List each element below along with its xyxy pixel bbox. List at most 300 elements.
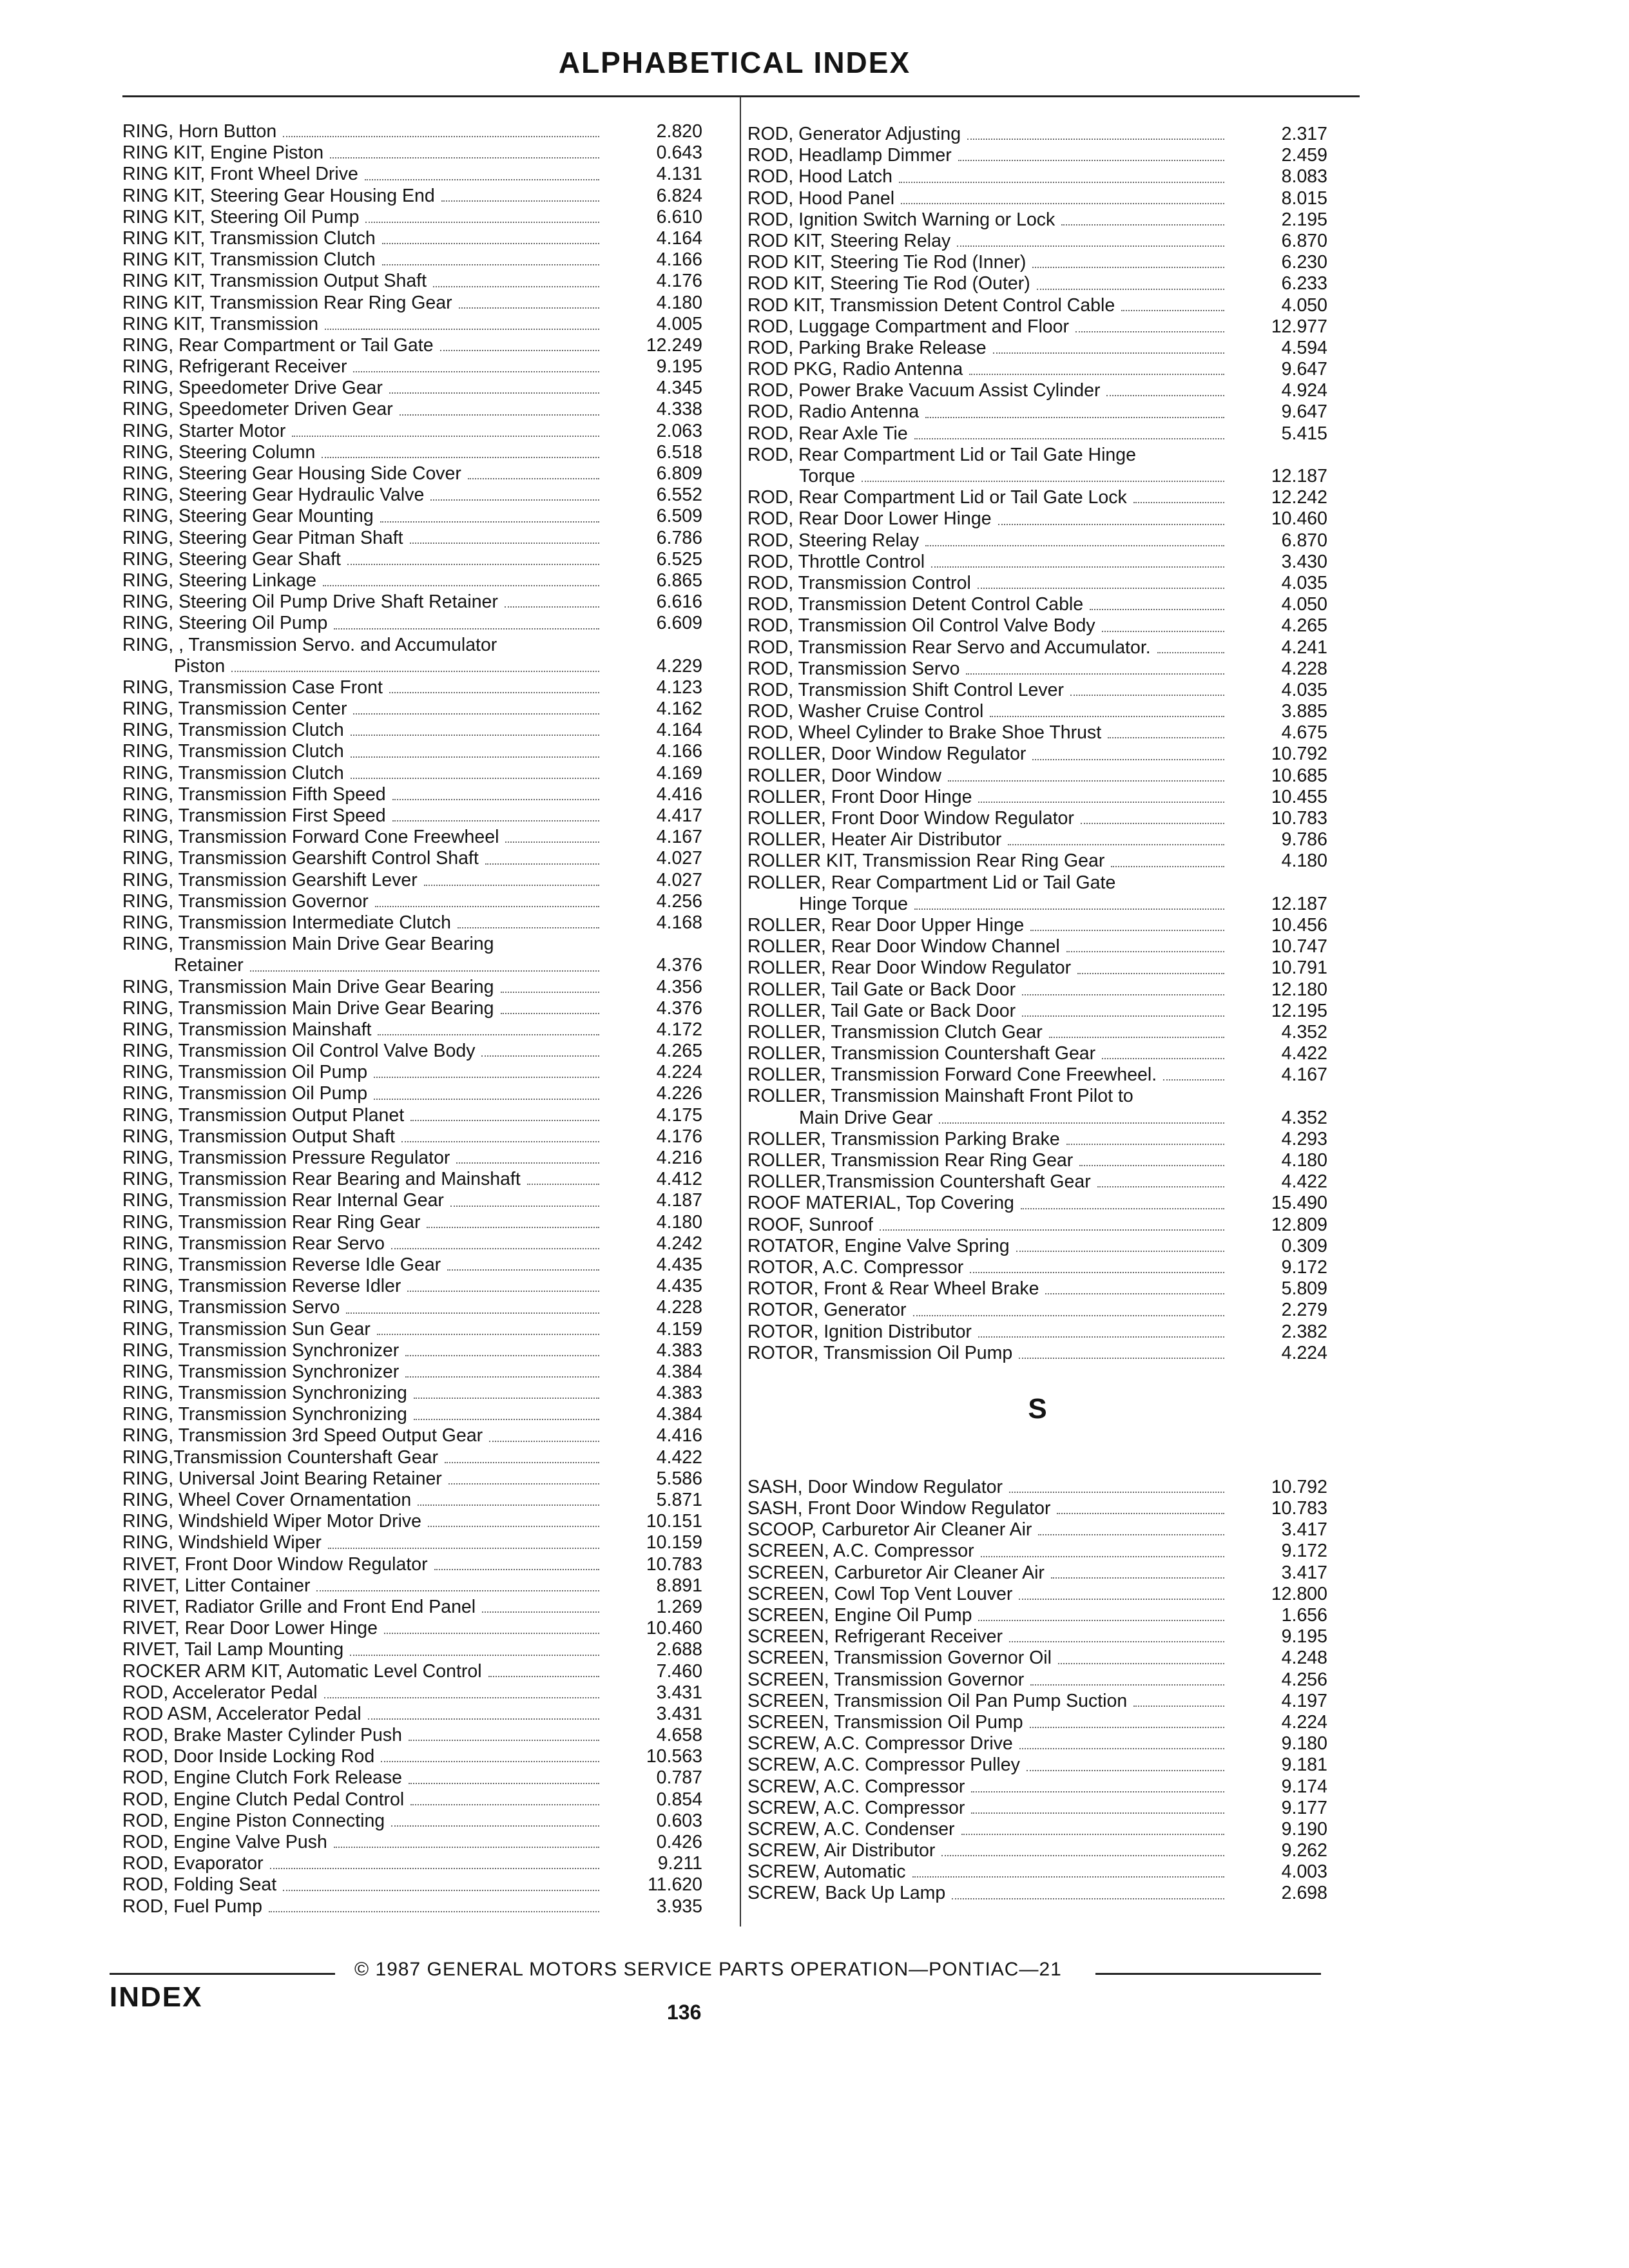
entry-page-ref: 4.167 <box>1281 1064 1327 1086</box>
index-entry <box>122 998 702 1019</box>
index-entry <box>122 335 702 356</box>
entry-page-ref: 4.352 <box>1281 1021 1327 1043</box>
entry-name: RING, Transmission Intermediate Clutch <box>122 912 455 934</box>
index-entry <box>747 1819 1327 1840</box>
entry-page-ref: 8.015 <box>1281 187 1327 209</box>
index-entry <box>747 808 1327 829</box>
entry-page-ref: 2.459 <box>1281 145 1327 166</box>
entry-name: RING KIT, Transmission <box>122 314 322 335</box>
entry-page-ref: 6.552 <box>656 485 702 506</box>
entry-name: ROD, Throttle Control <box>747 552 929 573</box>
entry-page-ref: 4.005 <box>656 313 702 334</box>
leader-dots <box>351 735 599 736</box>
leader-dots <box>430 499 599 501</box>
entry-name: ROD, Power Brake Vacuum Assist Cylinder <box>747 380 1104 401</box>
entry-name: RING, Transmission Gearshift Control Shaft <box>122 848 483 869</box>
leader-dots <box>1081 823 1224 824</box>
index-entry <box>747 466 1327 487</box>
entry-name: RING KIT, Transmission Output Shaft <box>122 271 430 292</box>
entry-name: RIVET, Rear Door Lower Hinge <box>122 1618 381 1639</box>
entry-name: ROTOR, Generator <box>747 1300 911 1321</box>
leader-dots <box>334 1847 599 1848</box>
entry-page-ref: 4.035 <box>1281 679 1327 700</box>
leader-dots <box>1022 1015 1224 1017</box>
leader-dots <box>931 566 1224 568</box>
entry-page-ref: 4.352 <box>1281 1107 1327 1128</box>
entry-name: RING, Transmission Clutch <box>122 720 348 741</box>
entry-name: RING, Transmission Oil Control Valve Body <box>122 1041 479 1062</box>
entry-page-ref: 9.195 <box>656 356 702 378</box>
leader-dots <box>374 1077 599 1078</box>
leader-dots <box>441 200 599 202</box>
entry-page-ref: 5.586 <box>656 1468 702 1489</box>
leader-dots <box>1106 395 1224 396</box>
entry-name: RING KIT, Engine Piston <box>122 142 327 164</box>
entry-name: RING, Transmission Synchronizer <box>122 1340 403 1361</box>
index-entry <box>122 1276 702 1297</box>
entry-page-ref: 10.159 <box>646 1532 702 1553</box>
leader-dots <box>1111 866 1224 867</box>
leader-dots <box>880 1229 1224 1231</box>
entry-page-ref: 4.293 <box>1281 1128 1327 1149</box>
leader-dots <box>323 585 599 586</box>
entry-page-ref: 2.063 <box>656 420 702 441</box>
index-entry <box>122 1618 702 1639</box>
leader-dots <box>488 1676 599 1677</box>
entry-name: ROD, Evaporator <box>122 1853 267 1874</box>
entry-name: ROTOR, Transmission Oil Pump <box>747 1343 1016 1364</box>
s-entries <box>747 1477 1327 1905</box>
index-entry <box>122 1297 702 1318</box>
entry-page-ref: 4.416 <box>656 783 702 805</box>
entry-name: RING, Transmission Forward Cone Freewheel <box>122 827 503 848</box>
leader-dots <box>377 1334 599 1335</box>
index-entry <box>747 680 1327 701</box>
leader-dots <box>970 1272 1224 1273</box>
entry-page-ref: 10.456 <box>1271 914 1327 936</box>
leader-dots <box>380 521 599 523</box>
index-entry <box>122 698 702 720</box>
entry-name: ROOF MATERIAL, Top Covering <box>747 1193 1018 1214</box>
entry-name: ROD, Washer Cruise Control <box>747 701 987 722</box>
index-entry <box>122 293 702 314</box>
leader-dots <box>1058 1663 1224 1664</box>
entry-name: SCREW, A.C. Compressor <box>747 1776 969 1798</box>
entry-page-ref: 9.262 <box>1281 1840 1327 1861</box>
index-entry <box>747 1129 1327 1150</box>
index-entry <box>122 1896 702 1917</box>
entry-name: ROTOR, A.C. Compressor <box>747 1257 967 1278</box>
leader-dots <box>410 1120 599 1121</box>
entry-name: RING, Wheel Cover Ornamentation <box>122 1490 415 1511</box>
leader-dots <box>482 1611 599 1613</box>
entry-name: RING, Transmission Output Planet <box>122 1105 408 1126</box>
entry-name: RING, Speedometer Drive Gear <box>122 378 387 399</box>
index-entry <box>747 295 1327 316</box>
entry-page-ref: 10.783 <box>1271 808 1327 829</box>
index-entry <box>122 1062 702 1083</box>
leader-dots <box>231 671 599 672</box>
entry-name: RING, Transmission Rear Bearing and Mainshaft <box>122 1169 525 1190</box>
entry-page-ref: 9.174 <box>1281 1776 1327 1797</box>
index-entry <box>122 1319 702 1340</box>
index-entry <box>122 1425 702 1446</box>
leader-dots <box>1019 1748 1224 1749</box>
leader-dots <box>414 1419 599 1420</box>
entry-page-ref: 12.195 <box>1271 1000 1327 1021</box>
entry-name: ROD, Headlamp Dimmer <box>747 145 956 166</box>
leader-dots <box>353 371 599 372</box>
entry-name: RING, Transmission Mainshaft <box>122 1019 375 1041</box>
entry-name: ROD, Engine Piston Connecting <box>122 1811 389 1832</box>
entry-page-ref: 4.197 <box>1281 1690 1327 1711</box>
index-entry <box>122 186 702 207</box>
leader-dots <box>971 1791 1224 1792</box>
entry-name: SCREW, A.C. Compressor Pulley <box>747 1754 1024 1776</box>
leader-dots <box>365 179 599 180</box>
index-entry <box>122 378 702 399</box>
entry-page-ref: 4.224 <box>1281 1711 1327 1733</box>
index-entry <box>122 613 702 634</box>
section-letter-s: S <box>1028 1392 1047 1425</box>
leader-dots <box>445 1462 599 1463</box>
entry-name: RING, Windshield Wiper Motor Drive <box>122 1511 425 1532</box>
index-entry <box>122 228 702 249</box>
index-entry <box>122 1597 702 1618</box>
entry-page-ref: 4.594 <box>1281 337 1327 358</box>
entry-page-ref: 4.248 <box>1281 1648 1327 1669</box>
entry-page-ref: 4.050 <box>1281 594 1327 615</box>
entry-page-ref: 3.935 <box>656 1896 702 1917</box>
index-entry <box>747 894 1327 915</box>
entry-page-ref: 3.431 <box>656 1682 702 1703</box>
entry-page-ref: 10.563 <box>646 1746 702 1767</box>
entry-page-ref: 4.383 <box>656 1340 702 1361</box>
entry-page-ref: 6.616 <box>656 591 702 613</box>
index-entry <box>122 1682 702 1704</box>
entry-page-ref: 4.356 <box>656 976 702 997</box>
leader-dots <box>1057 1513 1224 1514</box>
entry-page-ref: 5.871 <box>656 1490 702 1510</box>
entry-page-ref: 5.809 <box>1281 1278 1327 1300</box>
entry-page-ref: 2.317 <box>1281 124 1327 144</box>
entry-name: RING,Transmission Countershaft Gear <box>122 1447 442 1468</box>
entry-name: ROD, Transmission Detent Control Cable <box>747 594 1087 615</box>
leader-dots <box>1066 1144 1224 1145</box>
entry-name: ROTOR, Front & Rear Wheel Brake <box>747 1278 1043 1300</box>
leader-dots <box>414 1398 599 1399</box>
entry-name: SASH, Door Window Regulator <box>747 1477 1007 1498</box>
entry-page-ref: 1.656 <box>1281 1605 1327 1626</box>
leader-dots <box>1051 1577 1224 1579</box>
index-entry <box>747 744 1327 765</box>
index-entry <box>122 1254 702 1276</box>
entry-name: RING, Refrigerant Receiver <box>122 356 351 378</box>
entry-page-ref: 9.181 <box>1281 1754 1327 1776</box>
entry-page-ref: 6.809 <box>656 463 702 484</box>
index-entry <box>747 1712 1327 1733</box>
entry-continuation: Hinge Torque <box>799 894 912 915</box>
index-entry <box>122 1148 702 1169</box>
entry-page-ref: 4.167 <box>656 827 702 848</box>
entry-name: ROLLER, Tail Gate or Back Door <box>747 1001 1019 1022</box>
entry-name: RING, Transmission Reverse Idle Gear <box>122 1254 445 1276</box>
entry-page-ref: 4.168 <box>656 912 702 933</box>
entry-name: RING, Transmission Main Drive Gear Bearing <box>122 998 498 1019</box>
entry-name: ROD, Door Inside Locking Rod <box>122 1746 378 1767</box>
index-entry <box>122 121 702 142</box>
index-entry <box>747 1043 1327 1064</box>
entry-name: RIVET, Front Door Window Regulator <box>122 1554 432 1575</box>
entry-name: RING, Steering Gear Shaft <box>122 549 345 570</box>
index-entry <box>747 316 1327 338</box>
entry-page-ref: 6.870 <box>1281 230 1327 251</box>
entry-page-ref: 4.050 <box>1281 294 1327 316</box>
entry-name: SCREEN, Cowl Top Vent Louver <box>747 1584 1016 1605</box>
entry-page-ref: 4.256 <box>1281 1669 1327 1690</box>
index-entry <box>122 763 702 784</box>
entry-page-ref: 3.431 <box>656 1703 702 1724</box>
entry-page-ref: 2.279 <box>1281 1300 1327 1321</box>
entry-name: RING KIT, Steering Gear Housing End <box>122 186 439 207</box>
entry-name: ROD, Radio Antenna <box>747 401 923 423</box>
entry-name: ROLLER, Rear Compartment Lid or Tail Gate <box>747 872 1119 894</box>
index-entry <box>747 380 1327 401</box>
entry-name: SCREW, A.C. Condenser <box>747 1819 959 1840</box>
entry-page-ref: 0.426 <box>656 1832 702 1852</box>
leader-dots <box>1102 1058 1224 1059</box>
leader-dots <box>912 1876 1224 1878</box>
entry-continuation: Torque <box>799 466 859 487</box>
entry-page-ref: 4.435 <box>656 1276 702 1297</box>
leader-dots <box>458 927 599 928</box>
entry-name: RING, Transmission Clutch <box>122 763 348 784</box>
entry-name: RING, Transmission 3rd Speed Output Gear <box>122 1425 487 1446</box>
entry-page-ref: 4.176 <box>656 1126 702 1147</box>
leader-dots <box>448 1483 599 1485</box>
entry-page-ref: 3.885 <box>1281 701 1327 722</box>
entry-name: ROD, Accelerator Pedal <box>122 1682 322 1704</box>
index-entry <box>747 957 1327 979</box>
entry-page-ref: 10.455 <box>1271 786 1327 807</box>
entry-page-ref: 10.460 <box>1271 508 1327 530</box>
entry-name: ROD, Rear Compartment Lid or Tail Gate Lock <box>747 487 1131 508</box>
entry-page-ref: 2.195 <box>1281 209 1327 230</box>
footer-rule-left <box>110 1973 335 1975</box>
index-entry <box>122 741 702 762</box>
entry-name: RING, Starter Motor <box>122 421 289 442</box>
index-entry <box>122 1575 702 1597</box>
index-entry <box>122 1019 702 1041</box>
index-entry <box>122 1704 702 1725</box>
entry-name: RING, Universal Joint Bearing Retainer <box>122 1468 446 1490</box>
entry-name: RING, Transmission First Speed <box>122 805 390 827</box>
leader-dots <box>391 1248 599 1249</box>
entry-name: ROLLER, Transmission Countershaft Gear <box>747 1043 1099 1064</box>
right-column <box>747 124 1327 1905</box>
index-entry <box>122 591 702 613</box>
entry-continuation: Main Drive Gear <box>799 1108 936 1129</box>
leader-dots <box>1066 951 1224 952</box>
leader-dots <box>1045 1293 1224 1294</box>
entry-name: RING, Transmission Main Drive Gear Bearing <box>122 977 498 998</box>
entry-name: RING, Steering Gear Hydraulic Valve <box>122 485 428 506</box>
entry-name: ROD, Transmission Control <box>747 573 975 594</box>
entry-page-ref: 12.187 <box>1271 466 1327 486</box>
leader-dots <box>862 481 1224 482</box>
index-entry <box>747 145 1327 166</box>
leader-dots <box>1019 1599 1224 1600</box>
index-entry <box>122 1126 702 1148</box>
leader-dots <box>365 222 599 223</box>
index-entry <box>747 872 1327 894</box>
index-entry <box>122 1190 702 1211</box>
entry-page-ref: 4.675 <box>1281 722 1327 744</box>
index-entry <box>122 1233 702 1254</box>
leader-dots <box>389 392 599 394</box>
entry-page-ref: 2.698 <box>1281 1883 1327 1904</box>
entry-name: RING KIT, Steering Oil Pump <box>122 207 363 228</box>
leader-dots <box>384 1633 599 1634</box>
entry-page-ref: 10.792 <box>1271 1476 1327 1497</box>
leader-dots <box>409 1740 599 1741</box>
index-entry <box>122 399 702 420</box>
index-entry <box>122 463 702 485</box>
entry-name: ROD, Engine Valve Push <box>122 1832 331 1853</box>
entry-page-ref: 4.228 <box>656 1297 702 1318</box>
leader-dots <box>1009 1492 1224 1493</box>
entry-name: SCREEN, Transmission Oil Pump <box>747 1712 1027 1733</box>
leader-dots <box>1032 267 1224 268</box>
entry-name: RING, Transmission Reverse Idler <box>122 1276 405 1297</box>
entry-page-ref: 4.166 <box>656 741 702 762</box>
entry-name: ROLLER, Front Door Window Regulator <box>747 808 1078 829</box>
entry-page-ref: 4.226 <box>656 1083 702 1104</box>
index-entry <box>122 934 702 955</box>
leader-dots <box>489 1441 599 1442</box>
entry-name: ROLLER, Rear Door Window Regulator <box>747 957 1075 979</box>
entry-name: ROD, Transmission Oil Control Valve Body <box>747 615 1099 637</box>
leader-dots <box>971 1812 1224 1814</box>
entry-page-ref: 4.376 <box>656 955 702 976</box>
index-entry <box>122 1832 702 1853</box>
leader-dots <box>527 1184 599 1185</box>
entry-page-ref: 4.376 <box>656 997 702 1019</box>
entry-page-ref: 10.792 <box>1271 744 1327 765</box>
entry-page-ref: 4.175 <box>656 1104 702 1126</box>
entry-page-ref: 9.647 <box>1281 359 1327 380</box>
entry-page-ref: 2.688 <box>656 1639 702 1660</box>
leader-dots <box>368 1718 599 1720</box>
entry-name: ROD KIT, Steering Tie Rod (Outer) <box>747 273 1034 294</box>
index-entry <box>122 805 702 827</box>
leader-dots <box>1121 310 1224 311</box>
leader-dots <box>1030 1684 1224 1686</box>
leader-dots <box>440 350 599 351</box>
index-entry <box>747 1691 1327 1712</box>
entry-page-ref: 0.309 <box>1281 1235 1327 1256</box>
entry-name: ROLLER, Transmission Rear Ring Gear <box>747 1150 1077 1171</box>
entry-name: ROD, Parking Brake Release <box>747 338 990 359</box>
index-entry <box>747 1754 1327 1776</box>
index-entry <box>747 1001 1327 1022</box>
leader-dots <box>391 1825 599 1827</box>
entry-name: ROD, Brake Master Cylinder Push <box>122 1725 406 1746</box>
entry-page-ref: 4.180 <box>656 292 702 313</box>
index-entry <box>122 1383 702 1404</box>
entry-name: ROD ASM, Accelerator Pedal <box>122 1704 365 1725</box>
entry-page-ref: 4.176 <box>656 271 702 292</box>
entry-page-ref: 10.791 <box>1271 957 1327 979</box>
leader-dots <box>1022 994 1224 995</box>
entry-page-ref: 6.230 <box>1281 252 1327 273</box>
entry-page-ref: 4.265 <box>656 1041 702 1062</box>
entry-page-ref: 12.187 <box>1271 893 1327 914</box>
leader-dots <box>1038 1534 1224 1535</box>
entry-name: RING, Transmission Synchronizer <box>122 1361 403 1383</box>
index-entry <box>747 915 1327 936</box>
index-entry <box>122 870 702 891</box>
leader-dots <box>418 1504 599 1506</box>
index-entry <box>122 720 702 741</box>
leader-dots <box>993 352 1224 354</box>
column-divider <box>740 97 741 1927</box>
entry-name: ROD KIT, Steering Tie Rod (Inner) <box>747 252 1030 273</box>
entry-name: RING, Transmission Gearshift Lever <box>122 870 421 891</box>
r-entries <box>747 124 1327 1364</box>
index-entry <box>122 164 702 185</box>
leader-dots <box>1097 1186 1224 1187</box>
entry-name: ROD, Ignition Switch Warning or Lock <box>747 209 1059 231</box>
entry-page-ref: 4.180 <box>1281 850 1327 872</box>
index-entry <box>747 487 1327 508</box>
entry-page-ref: 4.242 <box>656 1233 702 1254</box>
index-entry <box>747 1883 1327 1904</box>
leader-dots <box>1102 631 1224 632</box>
entry-page-ref: 6.518 <box>656 441 702 463</box>
index-entry <box>747 1022 1327 1043</box>
leader-dots <box>913 1315 1224 1316</box>
entry-page-ref: 4.159 <box>656 1318 702 1340</box>
entry-page-ref: 4.241 <box>1281 637 1327 658</box>
leader-dots <box>456 1162 599 1164</box>
index-entry <box>122 271 702 292</box>
leader-dots <box>400 414 599 416</box>
entry-page-ref: 9.172 <box>1281 1256 1327 1278</box>
entry-name: RING, Transmission Sun Gear <box>122 1319 374 1340</box>
index-entry <box>747 787 1327 808</box>
entry-page-ref: 9.172 <box>1281 1541 1327 1562</box>
leader-dots <box>389 692 599 693</box>
entry-name: SCREEN, Transmission Oil Pan Pump Suction <box>747 1691 1131 1712</box>
leader-dots <box>901 203 1224 204</box>
leader-dots <box>409 1783 599 1784</box>
entry-page-ref: 4.180 <box>1281 1150 1327 1171</box>
entry-page-ref: 4.384 <box>656 1404 702 1425</box>
entry-name: RING, Steering Gear Mounting <box>122 506 378 527</box>
entry-name: RING, Transmission Pressure Regulator <box>122 1148 454 1169</box>
index-entry <box>747 124 1327 145</box>
leader-dots <box>459 307 599 309</box>
leader-dots <box>948 780 1224 782</box>
index-entry <box>122 827 702 848</box>
index-entry <box>122 1789 702 1811</box>
leader-dots <box>978 1620 1224 1621</box>
index-entry <box>747 401 1327 423</box>
entry-name: ROD, Engine Clutch Fork Release <box>122 1767 406 1789</box>
leader-dots <box>966 673 1224 675</box>
index-entry <box>747 209 1327 231</box>
